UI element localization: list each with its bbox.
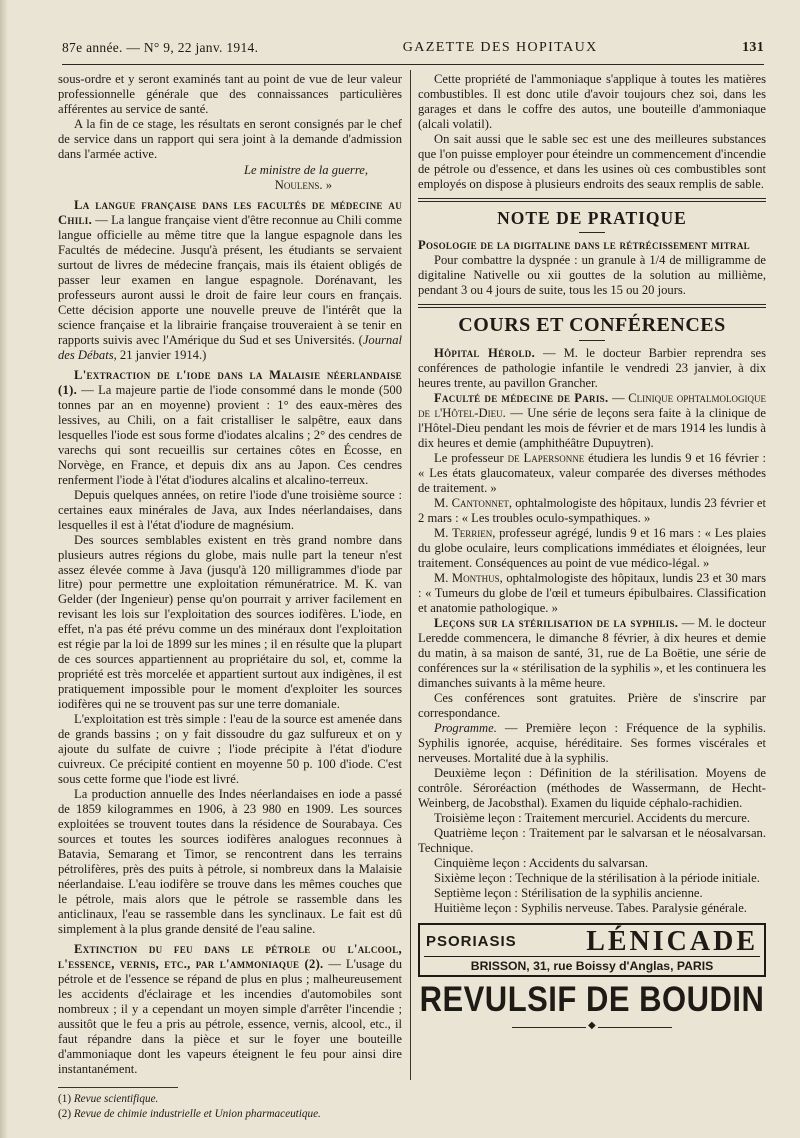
footnote-2 bbox=[58, 1107, 402, 1122]
cours-lapersonne-name: de Lapersonne bbox=[507, 451, 585, 466]
cours-faculte-course: Clinique ophtalmologique de l'Hôtel-Dieu. bbox=[418, 391, 767, 421]
footnotes bbox=[58, 1092, 402, 1121]
lecon-6: Sixième leçon : Technique de la stérilisation à la période initiale. bbox=[434, 870, 760, 885]
note-text: Pour combattre la dyspnée : un granule à 1/4 de milligramme de digitaline Nativelle ou xii gouttes de la solution au millième, pendant 3 ou 4 jours de suite, tous les 15 ou 20 jours. bbox=[418, 252, 766, 297]
article-iode-heading: L'extraction de l'iode dans la Malaisie néerlandaise (1). bbox=[58, 367, 402, 397]
paragraph-propriete: Cette propriété de l'ammoniaque s'applique à toutes les matières combustibles. Il est donc utile d'avoir toujours chez soi, dans les garages et dans le coffre des autos, une bouteille d'ammoniaque (alcali volatil). bbox=[418, 72, 766, 131]
cours-monthus-text: , ophtalmologiste des hôpitaux, lundis 23 et 30 mars : « Tumeurs du globe de l'œil et tumeurs épibulbaires. Classification et anatomie pathologique. » bbox=[418, 571, 767, 616]
page-spine-shadow bbox=[0, 0, 8, 1138]
footnote-1-text: Revue scientifique. bbox=[73, 1092, 159, 1105]
ad-brand-lenicade: LÉNICADE bbox=[586, 925, 758, 957]
cours-syphilis-label: Leçons sur la stérilisation de la syphilis. bbox=[434, 616, 679, 631]
cours-programme-text: — Première leçon : Fréquence de la syphilis. Syphilis ignorée, acquise, héréditaire. Ses formes viscérales et nerveuses. Mortalité due à la syphilis. bbox=[418, 721, 766, 765]
article-iode-p3: Des sources semblables existent en très grand nombre dans plusieurs autres régions du globe, mais nulle part la teneur n'est assez élevée comme à Java (jusqu'à 120 milligrammes d'iode par litre) pour permettre une exploitation rémunératrice. M. K. van Gelder (der Ingenieur) pense qu'on pourrait y arriver facilement en revisant les lois sur l'exploitation des sources iodifères. L'iode, en effet, n'a pas été prévu comme un des minéraux dont l'exploitation est régie par la loi de 1899 sur les mines ; il en résulte que la plupart de ces sources appartiennent au propriétaire du sol, et, comme la propriété est très morcelée et appartient surtout aux indigènes, il est pratiquement impossible pour le moment d'exploiter les sources iodifères qui ne se trouvent pas sur une terre domaniale. bbox=[58, 532, 402, 712]
cours-faculte-label: Faculté de médecine de Paris. bbox=[434, 391, 609, 406]
article-iode-p4: L'exploitation est très simple : l'eau de la source est amenée dans de grands bassins ; on y fait dissoudre du gaz sulfureux et on y ajoute du sulfate de cuivre ; l'iode précipite à l'état d'iodure cuivreux. Ce précipité contient en moyenne 50 p. 100 d'iode. C'est sous cette forme que l'iode est livré. bbox=[58, 712, 402, 787]
column-divider bbox=[410, 70, 411, 1080]
footnote-1 bbox=[58, 1092, 402, 1107]
footnote-2-text: Revue de chimie industrielle et Union pharmaceutique. bbox=[73, 1107, 321, 1120]
note-subheading bbox=[418, 238, 766, 253]
cours-cantonnet-text: , ophtalmologiste des hôpitaux, lundis 23 février et 2 mars : « Les troubles oculo-sympathiques. » bbox=[418, 496, 766, 526]
cours-lapersonne-pre: Le professeur bbox=[434, 451, 508, 466]
lecon-4: Quatrième leçon : Traitement par le salvarsan et le néosalvarsan. Technique. bbox=[418, 825, 766, 855]
cours-heading: COURS ET CONFÉRENCES bbox=[458, 313, 726, 336]
cours-gratuites: Ces conférences sont gratuites. Prière de s'inscrire par correspondance. bbox=[418, 691, 766, 721]
article-langue-date: , 21 janvier 1914.) bbox=[113, 347, 207, 362]
article-feu-heading: Extinction du feu dans le pétrole ou l'alcool, l'essence, vernis, etc., par l'ammoniaque (2). bbox=[58, 942, 402, 972]
note-heading-rule bbox=[579, 232, 605, 233]
article-iode-p5: La production annuelle des Indes néerlandaises en iode a passé de 1859 kilogrammes en 1906, à 23 980 en 1909. Les sources exploitées se trouvent toutes dans la résidence de Sourabaya. Ces sources et toutes les sources iodifères analogues reconnues à Batavia, Semarang et Timor, se rencontrent dans les terrains pétrolifères, près des puits à pétrole, si nombreux dans la Malaisie néerlandaise. L'eau iodifère se trouve dans les mêmes couches que le pétrole, mais alors que le pétrole se rassemble dans les anticlinaux, l'eau se rassemble dans les synclinaux. Le fait est dû simplement à la plus grande densité de l'eau saline. bbox=[58, 787, 402, 937]
advertisement bbox=[418, 923, 766, 978]
paragraph-intro: sous-ordre et y seront examinés tant au point de vue de leur valeur professionnelle générale que des connaissances particulières afférentes au service de santé. bbox=[58, 72, 402, 116]
article-langue-heading: La langue française dans les facultés de médecine au Chili. bbox=[58, 197, 402, 227]
article-feu bbox=[58, 942, 402, 1077]
issue-line: 87e année. — N° 9, 22 janv. 1914. bbox=[62, 39, 259, 55]
article-langue-source: Journal des Débats bbox=[58, 332, 402, 362]
cours-terrien-text: , professeur agrégé, lundis 9 et 16 mars : « Les plaies du globe oculaire, leurs complications immédiates et éloignées, leur traitement. Conséquences au point de vue médico-légal. » bbox=[418, 526, 766, 571]
cours-terrien bbox=[418, 526, 766, 571]
cours-programme-label: Programme. bbox=[434, 721, 497, 736]
ad-psoriasis: PSORIASIS bbox=[426, 932, 517, 950]
cours-syphilis-text: — M. le docteur Leredde commencera, le dimanche 8 février, à dix heures et demie du matin, à sa maison de santé, 31, rue de La Boëtie, une série de conférences sur la « stérilisation de la syphilis », et les continuera les dimanches suivants à la même heure. bbox=[418, 616, 766, 691]
cours-herold-label: Hôpital Hérold. bbox=[434, 346, 536, 361]
lecon-3: Troisième leçon : Traitement mercuriel. Accidents du mercure. bbox=[434, 810, 751, 825]
section-rule-cours bbox=[418, 304, 766, 308]
footnote-1-number: (1) bbox=[58, 1092, 74, 1105]
header-rule bbox=[62, 64, 764, 65]
page-header bbox=[62, 36, 764, 60]
cours-programme bbox=[418, 721, 766, 766]
article-iode-p2: Depuis quelques années, on retire l'iode d'une troisième source : certaines eaux minérales de Java, aux Indes néerlandaises, dans lesquelles il est à l'état d'iodure de magnésium. bbox=[58, 487, 402, 532]
ad-top-row bbox=[424, 927, 760, 956]
cours-cantonnet-pre: M. bbox=[434, 496, 452, 511]
lecon-7: Septième leçon : Stérilisation de la syphilis ancienne. bbox=[434, 885, 703, 900]
article-langue-text: — La langue française vient d'être reconnue au Chili comme langue officielle au même titre que la langue espagnole dans les Facultés de médecine. Jusqu'à présent, les étudiants se servaient surtout de livres de médecine français, mais ils étaient obligés de passer leur examen en langue espagnole. Dorénavant, les professeurs auront aussi le droit de faire leur cours en français. Cette décision apporte une nouvelle preuve de l'intérêt que la science française et la librairie française trouveraient à se tenir en rapports suivis avec l'Amérique du Sud et ses Universités. ( bbox=[58, 212, 402, 347]
right-column bbox=[418, 72, 766, 1104]
cours-syphilis bbox=[418, 616, 766, 691]
cours-monthus-pre: M. bbox=[434, 571, 452, 586]
cours-faculte-text: — Une série de leçons sera faite à la clinique de l'Hôtel-Dieu pendant les mois de février et de mars 1914 les lundis à dix heures et demie (amphithéâtre Dupuytren). bbox=[418, 406, 766, 451]
lecon-5: Cinquième leçon : Accidents du salvarsan. bbox=[434, 855, 649, 870]
cours-lapersonne bbox=[418, 451, 766, 496]
cours-lapersonne-text: étudiera les lundis 9 et 16 février : « Les états glaucomateux, valeur comparée des diverses méthodes de traitement. » bbox=[418, 451, 766, 496]
cours-monthus-name: Monthus bbox=[451, 571, 500, 586]
journal-title: GAZETTE DES HOPITAUX bbox=[402, 39, 598, 55]
page-number: 131 bbox=[742, 39, 764, 55]
article-langue bbox=[58, 198, 402, 363]
cours-cantonnet-name: Cantonnet bbox=[451, 496, 509, 511]
section-rule-note bbox=[418, 198, 766, 202]
lecon-2: Deuxième leçon : Définition de la stérilisation. Moyens de contrôle. Séroréaction (méthodes de Wassermann, de Hecht-Weinberg, de Jacobsthal). Examen du liquide céphalo-rachidien. bbox=[418, 765, 766, 810]
cours-cantonnet bbox=[418, 496, 766, 526]
cours-herold bbox=[418, 346, 766, 391]
cours-terrien-name: Terrien bbox=[452, 526, 493, 541]
article-iode-p1: — La majeure partie de l'iode consommé dans le monde (500 tonnes par an en moyenne) provient : 1° des eaux-mères des lessives, au Chili, on a fait cristalliser le salpêtre, eaux dans lesquelles l'iode est sous forme d'iodates alcalins ; 2° des cendres de varechs qui sont recueillis sur certaines côtes en Écosse, en Norvège, en France, et depuis dix ans au Japon. Ces cendres renferment l'iode à l'état d'iodures alcalins et alcalino-terreux. bbox=[58, 382, 402, 487]
left-column bbox=[58, 72, 402, 1120]
cours-monthus bbox=[418, 571, 766, 616]
cours-faculte: Faculté de médecine de Paris. — Clinique ophtalmologique de l'Hôtel-Dieu. — Une série de leçons sera faite à la clinique de l'Hôtel-Dieu pendant les mois de février et de mars 1914 les lundis à dix heures et demie (amphithéâtre Dupuytren). bbox=[418, 391, 767, 451]
note-subheading-text: Posologie de la digitaline dans le rétrécissement mitral bbox=[418, 237, 750, 252]
cours-herold-text: — M. le docteur Barbier reprendra ses conférences de pathologie infantile le vendredi 23 janvier, à dix heures trente, au pavillon Grancher. bbox=[418, 346, 767, 391]
article-iode bbox=[58, 368, 402, 488]
ad-revulsif: REVULSIF DE BOUDIN bbox=[419, 979, 765, 1020]
ad-address: BRISSON, 31, rue Boissy d'Anglas, PARIS bbox=[424, 956, 760, 974]
footnote-2-number: (2) bbox=[58, 1107, 74, 1120]
footnote-rule bbox=[58, 1087, 178, 1088]
ornament-divider bbox=[512, 1024, 672, 1032]
signature-name: Noulens. » bbox=[274, 177, 332, 192]
lecon-8: Huitième leçon : Syphilis nerveuse. Tabes. Paralysie générale. bbox=[434, 900, 747, 915]
article-feu-text: — L'usage du pétrole et de l'essence se répand de plus en plus ; malheureusement les accidents d'éclairage et les incendies d'automobiles sont nombreux ; il y a cependant un moyen simple d'arrêter l'incendie ; aussitôt que le feu a pris au pétrole, essence, vernis, alcool, etc., il faut répandre dans la pièce et sur le foyer une bouteille d'ammoniaque dont les vapeurs éteignent le feu pour ainsi dire instantanément. bbox=[58, 957, 402, 1076]
paragraph-sable: On sait aussi que le sable sec est une des meilleures substances que l'on puisse employer pour éteindre un commencement d'incendie de pétrole ou d'essence, et dans les usines où ces combustibles sont employés on dispose à plusieurs endroits des seaux remplis de sable. bbox=[418, 131, 766, 191]
signature-title: Le ministre de la guerre, bbox=[244, 162, 368, 177]
note-heading: NOTE DE PRATIQUE bbox=[497, 207, 687, 228]
cours-terrien-pre: M. bbox=[434, 526, 453, 541]
cours-heading-rule bbox=[579, 340, 605, 341]
paragraph-stage: A la fin de ce stage, les résultats en seront consignés par le chef de service dans un rapport qui sera joint à la demande d'admission dans l'armée active. bbox=[58, 116, 402, 161]
